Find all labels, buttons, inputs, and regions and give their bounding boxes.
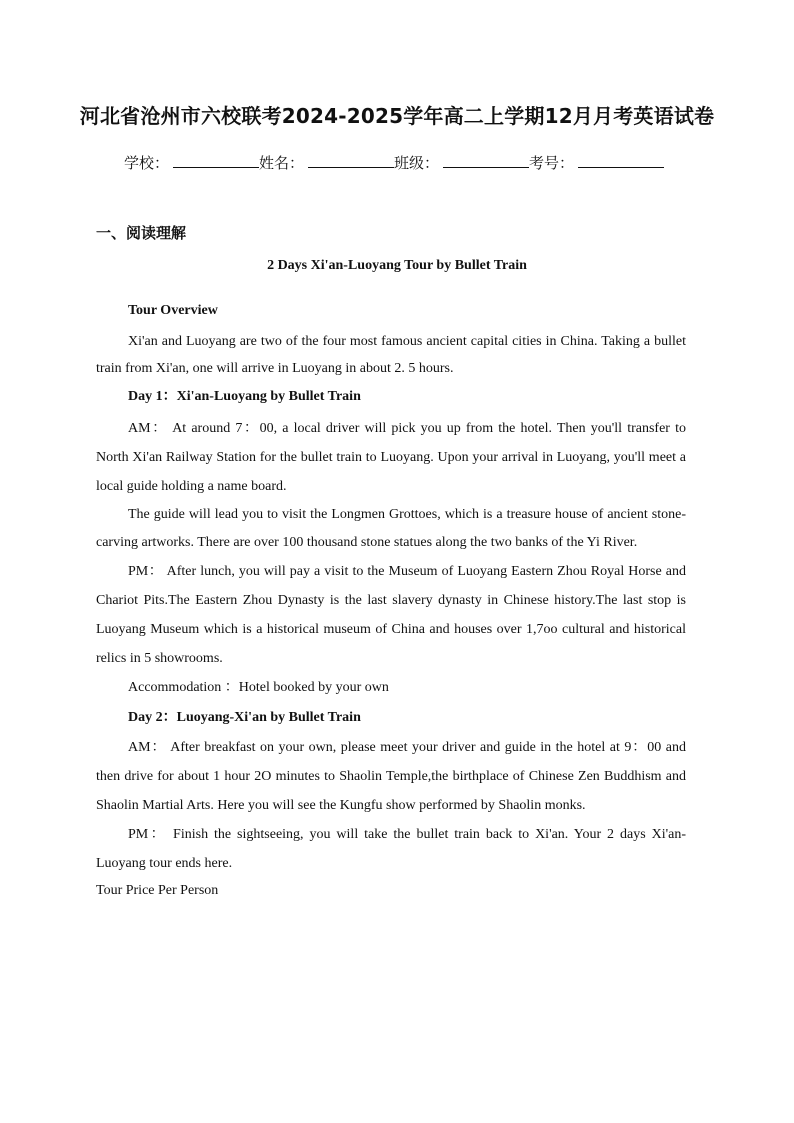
school-blank[interactable]	[173, 153, 259, 168]
passage-body	[96, 300, 686, 904]
passage-title: 2 Days Xi'an-Luoyang Tour by Bullet Train	[267, 258, 527, 273]
exam-number-blank[interactable]	[578, 153, 664, 168]
day1-guide-text: The guide will lead you to visit the Longmen Grottoes, which is a treasure house of ancient stone-carving artworks. There are over 100 thousand stone statues along the two banks of the Yi River.	[96, 507, 686, 550]
overview-text: Xi'an and Luoyang are two of the four most famous ancient capital cities in China. Taking a bullet train from Xi'an, one will arrive in Luoyang in about 2. 5 hours.	[96, 334, 686, 376]
day2-am-text: AM： After breakfast on your own, please meet your driver and guide in the hotel at 9：00 and then drive for about 1 hour 2O minutes to Shaolin Temple,the birthplace of Chinese Zen Buddhism and Shaolin Martial Arts. Here you will see the Kungfu show performed by Shaolin monks.	[96, 740, 686, 813]
accommodation-text: Accommodation ：Hotel booked by your own	[128, 680, 389, 695]
day1-pm-text: PM： After lunch, you will pay a visit to the Museum of Luoyang Eastern Zhou Royal Horse and Chariot Pits.The Eastern Zhou Dynasty is the last slavery dynasty in Chinese history.The last stop is Luoyang Museum which is a historical museum of China and houses over 1,7oo cultural and historical relics in 5 showrooms.	[96, 564, 686, 666]
name-label: 姓名：	[259, 154, 305, 172]
class-field	[394, 152, 529, 173]
day1-am-text: AM： At around 7：00, a local driver will pick you up from the hotel. Then you'll transfer to North Xi'an Railway Station for the bullet train to Luoyang. Upon your arrival in Luoyang, you'll meet a local guide holding a name board.	[96, 421, 686, 494]
school-field	[124, 152, 259, 173]
student-info-row	[124, 152, 664, 173]
price-heading: Tour Price Per Person	[96, 883, 219, 898]
day2-heading: Day 2：Luoyang-Xi'an by Bullet Train	[128, 710, 361, 725]
school-label: 学校：	[124, 154, 170, 172]
name-blank[interactable]	[308, 153, 394, 168]
day1-heading: Day 1：Xi'an-Luoyang by Bullet Train	[128, 389, 361, 404]
exam-number-field	[529, 152, 664, 173]
section-heading: 一、阅读理解	[96, 224, 187, 242]
class-blank[interactable]	[443, 153, 529, 168]
day2-pm-text: PM： Finish the sightseeing, you will take the bullet train back to Xi'an. Your 2 days Xi'an-Luoyang tour ends here.	[96, 827, 686, 871]
exam-number-label: 考号：	[529, 154, 575, 172]
name-field	[259, 152, 394, 173]
overview-heading: Tour Overview	[128, 303, 218, 318]
exam-title: 河北省沧州市六校联考2024-2025学年高二上学期12月月考英语试卷	[79, 104, 715, 128]
class-label: 班级：	[394, 154, 440, 172]
